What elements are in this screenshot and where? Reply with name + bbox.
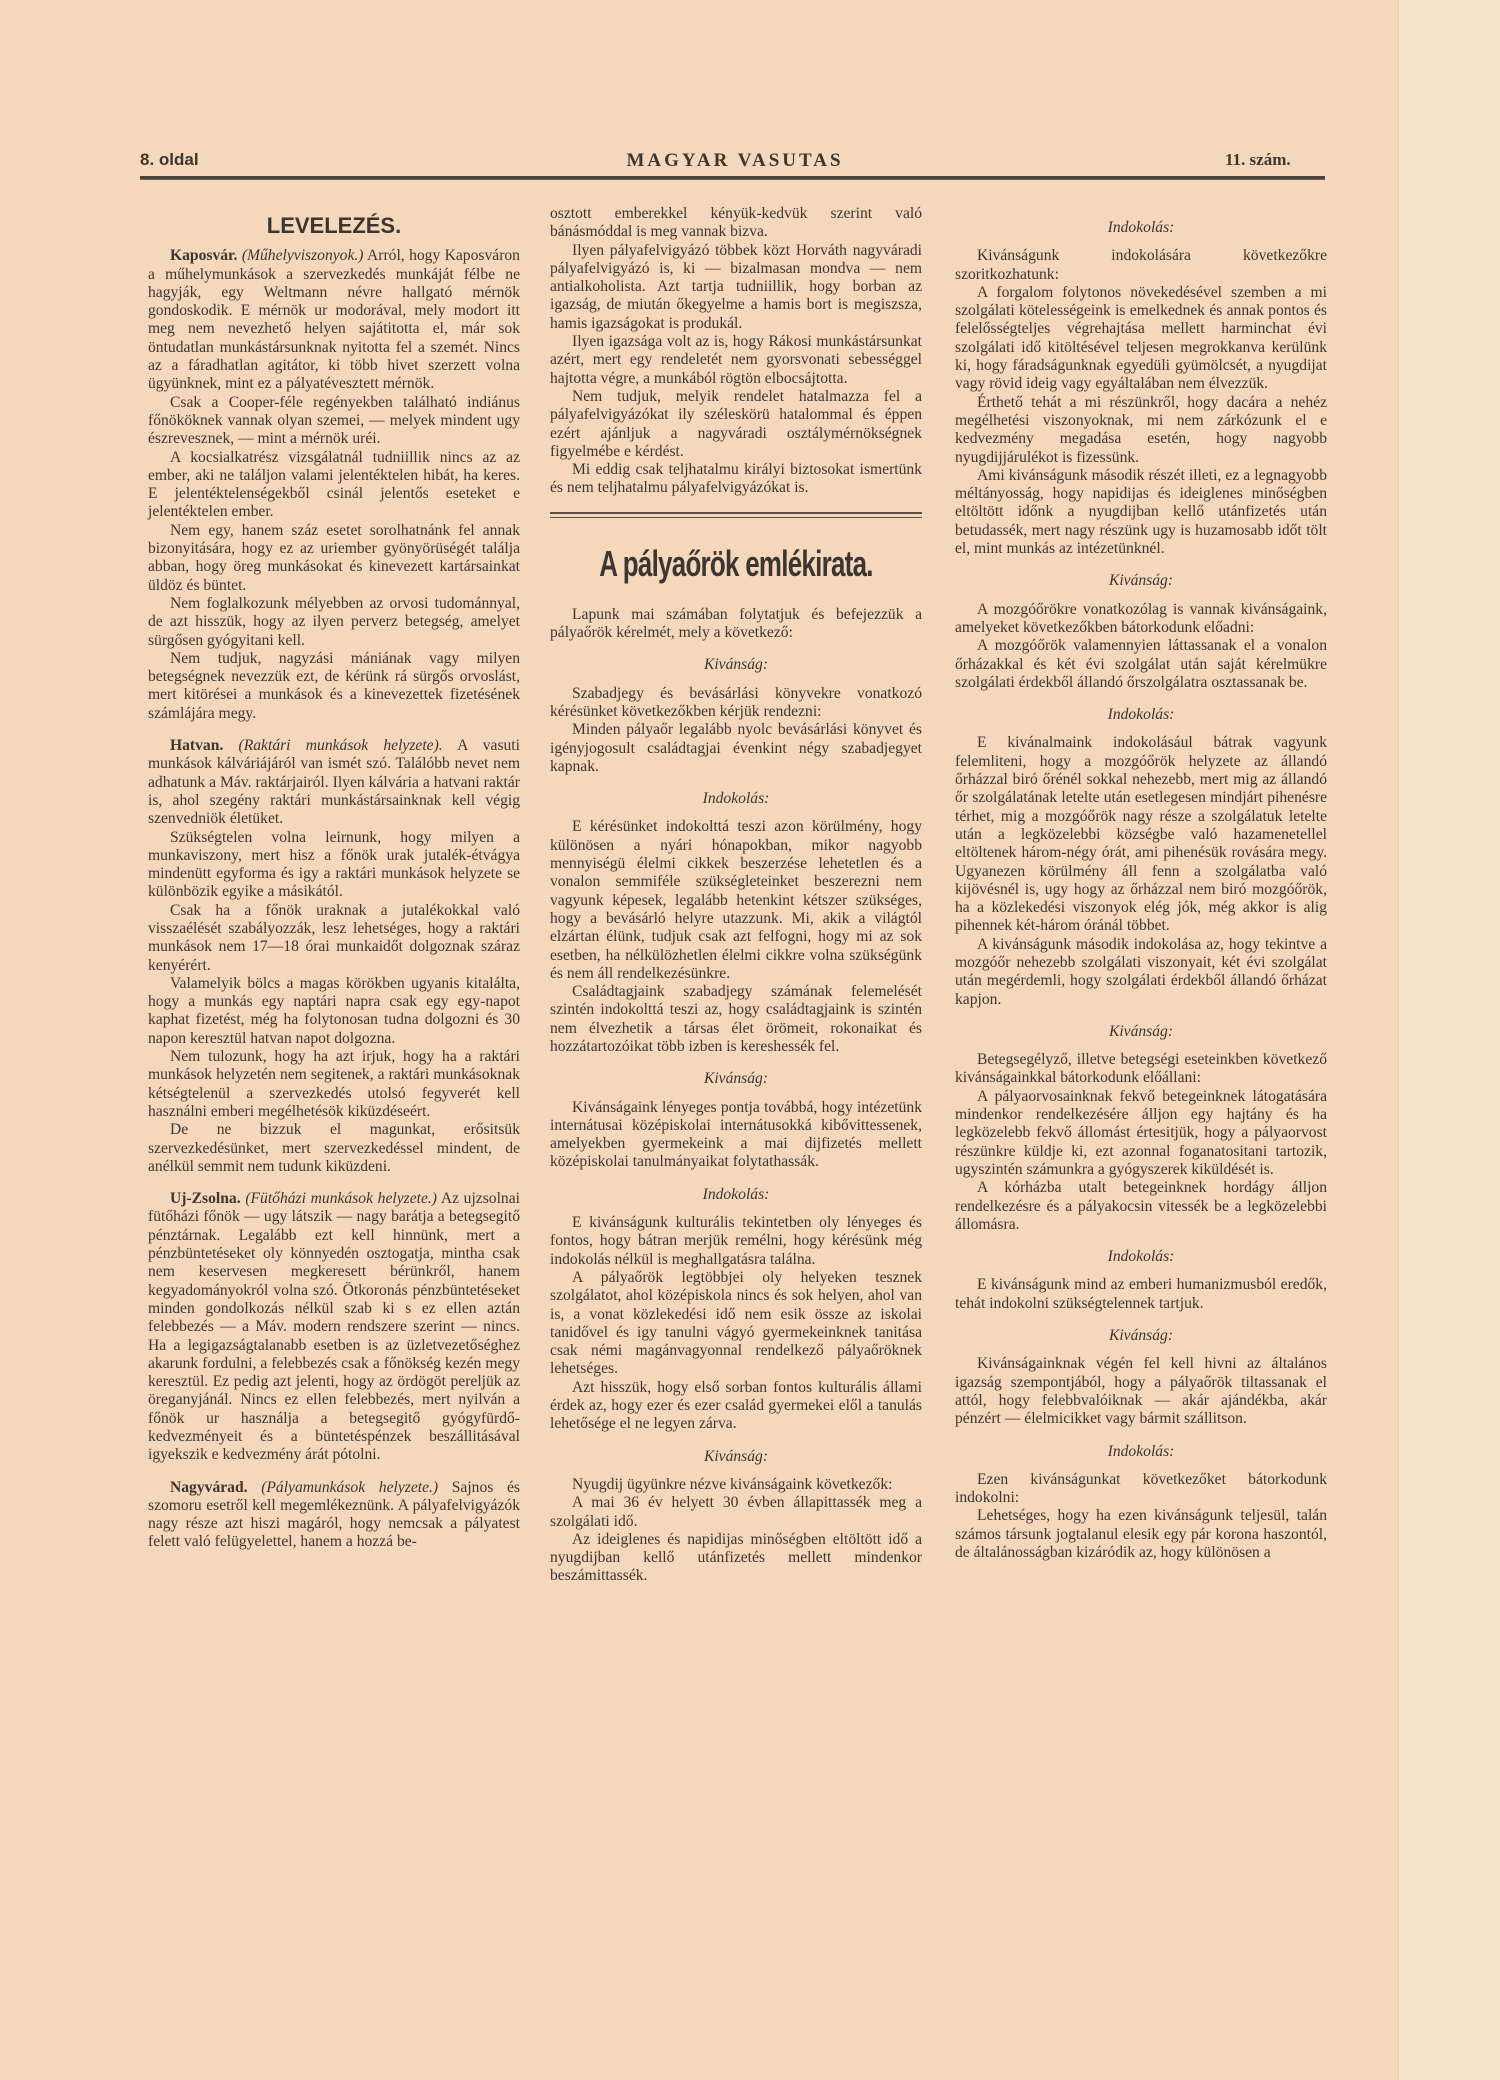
paragraph <box>955 1276 1327 1313</box>
paragraph-text: A kocsialkatrész vizsgálatnál tudniillik nincs az az ember, aki ne találjon valami jelentéktelen hibát, ha keres. E jelentéktelenségekből csinál jelentős eseteket e jelentéktelen ember. <box>148 448 520 521</box>
page-edge <box>1398 0 1500 2080</box>
paragraph-text: Betegsegélyző, illetve betegségi eseteinkben következő kivánságainkkal bátorkodunk előállani: <box>955 1051 1327 1087</box>
paragraph <box>550 1494 922 1531</box>
paragraph <box>550 1531 922 1586</box>
paragraph-text: Valamelyik bölcs a magas körökben ugyanis kitalálta, hogy a munkás egy naptári napra csak egy egy-napot kaphat fizetést, még ha folytonosan tudna dolgozni és 30 napon keresztül hatvan napot dolgozna. <box>148 974 520 1047</box>
paragraph <box>550 685 922 722</box>
subheading: Kivánság: <box>703 1070 769 1088</box>
section-heading: LEVELEZÉS. <box>266 213 402 238</box>
paragraph <box>148 449 520 522</box>
subheading: Indokolás: <box>1107 1248 1175 1266</box>
paragraph <box>148 247 520 393</box>
newspaper-title: MAGYAR VASUTAS <box>626 150 844 171</box>
paragraph <box>550 333 922 388</box>
paragraph-text: Lehetséges, hogy ha ezen kivánságunk teljesül, talán számos társunk jogtalanul elesik egy pár korona haszontól, de általánosságban kizáródik az, hogy különösen a <box>955 1507 1327 1561</box>
paragraph-text: E kivánságunk kulturális tekintetben oly lényeges és fontos, hogy bátran merjük remélni, hogy kérésünk még indokolás nélkül is meghallgatásra találna. <box>550 1214 922 1268</box>
paragraph-text: E kivánalmaink indokolásául bátrak vagyunk felemliteni, hogy a mozgóőrök helyzete az állandó őrházzal biró őrénél sokkal nehezebb, mert mig az állandó őr szolgálatának letelte után esetlegesen mindjárt pihenésre térhet, mig a mozgóőrök nagy része a szolgálatuk letelte után a legközelebbi községbe való hazamenetellel eltöltenek három-négy órát, ami pihenésük rovására megy. Ugyanezen körülmény áll fenn a szolgálatba való kijövésnél is, ugy hogy az őrházzal nem biró mozgóőrök, ha a közlekedési viszonyok elég jók, még akkor is alig pihennek két-három óránál többet. <box>955 734 1327 935</box>
subheading: Indokolás: <box>702 1185 770 1203</box>
paragraph-text: Az ujzsolnai fütőházi főnök — ugy látszik — nagy barátja a betegsegitő pénztárnak. Legalább ezt kell hinnünk, mert a pénzbüntetéseket oly könnyedén osztogatja, mintha csak nem keservesen megkeresett bérünkről, hanem kegyadományokról volna szó. Ötkoronás pénzbüntetéseket minden gondolkozás nélkül szab ki s ez ellen aztán felebbezés — a Máv. modern rendszere szerint — nincs. Ha a legigazságtalanabb esetben is az üzletvezetőséghez akarunk fordulni, a felebbezés csak a főnökség kezén megy keresztül. Ez pedig azt jelenti, hogy az ördögöt pereljük az öreganyjánál. Nincs ez ellen felebbezés, mert nyilván a főnök ur használja a betegsegitő gyógyfürdő-kedvezményeit és a büntetéspénzek beszállitásával igyekszik e kedvezmény árát pótolni. <box>148 1190 520 1464</box>
paragraph-text: A mozgóőrök valamennyien láttassanak el a vonalon őrházakkal és két évi szolgálat után saját kérelmükre szolgálati érdekből állandó őrszolgálatra osztassanak be. <box>955 637 1327 691</box>
paragraph <box>148 1479 520 1552</box>
dateline-topic: (Műhelyviszonyok.) <box>241 247 364 265</box>
paragraph <box>550 388 922 461</box>
subheading: Kivánság: <box>1108 1022 1174 1040</box>
subheading: Kivánság: <box>703 656 769 674</box>
paragraph-text: Arról, hogy Kaposváron a műhelymunkások a szervezkedés munkáját félbe ne hagyják, egy Weltmann névre hallgató mérnök gondoskodik. E mérnök ur modorával, mely modort itt meg nem nevezhető helyen sajátitotta el, már sok öntudatlan munkástársunknak nyitotta fel a szemét. Nincs az a fáradhatlan agitátor, ki több hivet szerzett volna ügyünknek, mint ez a pályatévesztett mérnök. <box>148 247 520 393</box>
paragraph <box>955 467 1327 558</box>
paragraph <box>550 461 922 498</box>
paragraph-text: Szükségtelen volna leirnunk, hogy milyen a munkaviszony, mert hisz a főnök urak jutalék-étvágya mindenütt egyforma és igy a raktári munkások helyzete se különbözik egyike a másikától. <box>148 828 520 901</box>
paragraph-text: Érthető tehát a mi részünkről, hogy dacára a nehéz megélhetési viszonyoknak, mi nem zárkózunk el e kedvezmény megadása esetén, hogy nagyobb nyugdijjárulékot is fizessünk. <box>955 393 1327 466</box>
paragraph-text: Lapunk mai számában folytatjuk és befejezzük a pályaőrök kérelmét, mely a következő: <box>550 605 922 642</box>
paragraph-text: A mozgóőrökre vonatkozólag is vannak kivánságaink, amelyeket következőkben bátorkodunk előadni: <box>955 600 1327 636</box>
paragraph <box>550 242 922 333</box>
subheading: Kivánság: <box>1108 1327 1174 1345</box>
paragraph-text: Csak a Cooper-féle regényekben található indiánus főnököknek vannak olyan szemei, — melyek mindent ugy észrevesznek, — mint a mérnök uréi. <box>148 393 520 448</box>
dateline-place: Kaposvár. <box>170 247 238 265</box>
paragraph-text: Nyugdij ügyünkre nézve kivánságaink következők: <box>572 1475 893 1493</box>
paragraph-text: Mi eddig csak teljhatalmu királyi biztosokat ismertünk és nem teljhatalmu pályafelvigyázókat is. <box>550 461 922 497</box>
paragraph-text: Kivánságunk indokolására következőkre szoritkozhatunk: <box>955 247 1327 283</box>
article-title: A pályaőrök emlékirata. <box>599 542 873 584</box>
column-1 <box>148 205 520 1552</box>
paragraph <box>148 902 520 975</box>
paragraph-text: A forgalom folytonos növekedésével szemben a mi szolgálati kötelességeink is emelkednek és annak pontos és felelősségteljes végrehajtása mellett harminchat évi szolgálati idő kitöltésével teljesen megrokkanva kerülünk ki, hogy fáradságunknak egyedüli gyümölcsét, a nyugdijat vagy rövid ideig vagy egyáltalában nem élvezzük. <box>955 283 1327 393</box>
issue-number: 11. szám. <box>1225 150 1291 169</box>
paragraph-text: Csak ha a főnök uraknak a jutalékokkal való visszaélését szabályozzák, lesz lehetséges, hogy a raktári munkások nem 17—18 órai munkaidőt dolgoznak száraz kenyérért. <box>148 901 520 974</box>
dateline-topic: (Raktári munkások helyzete). <box>238 737 443 755</box>
paragraph-text: De ne bizzuk el magunkat, erősitsük szervezkedésünket, mert szervezkedéssel mindent, de anélkül semmit nem tudunk kiküzdeni. <box>148 1121 520 1175</box>
double-rule <box>550 512 922 518</box>
paragraph <box>550 818 922 983</box>
subheading: Kivánság: <box>1108 572 1174 590</box>
paragraph <box>550 606 922 643</box>
column-3 <box>955 205 1327 1562</box>
paragraph <box>550 1214 922 1269</box>
paragraph <box>955 1179 1327 1234</box>
paragraph <box>148 1048 520 1121</box>
subheading: Indokolás: <box>1107 1442 1175 1460</box>
paragraph <box>955 1051 1327 1088</box>
paragraph-text: A pályaőrök legtöbbjei oly helyeken tesznek szolgálatot, ahol középiskola nincs és sok helyen, ahol van is, a vonat közlekedési idő nem esik össze az iskolai tanidővel és igy tanulni vágyó gyermekeinknek tanitása csak némi magánvagyonnal rendelkező pályaőröknek lehetséges. <box>550 1268 922 1378</box>
paragraph-text: Ami kivánságunk második részét illeti, ez a legnagyobb méltányosság, hogy napidijas és ideiglenes minőségben eltöltött időnk a nyugdijban kellő utánfizetés után betudassék, mert nagy részünk ugy is huzamosabb időt tölt el, mint munkás az intézetünknél. <box>955 466 1327 558</box>
paragraph-text: Kivánságainknak végén fel kell hivni az általános igazság szempontjából, hogy a pályaőrök tiltassanak el attól, hogy felebbvalóiknak — akár ajándékba, akár pénzért — élelmicikket vagy bármit szállitson. <box>955 1355 1327 1428</box>
paragraph <box>955 1355 1327 1428</box>
paragraph-text: A pályaorvosainknak fekvő betegeinknek látogatására mindenkor rendelkezésére álljon egy hajtány és ha legközelebb fekvő állomást értesitjük, hogy a pályaorvost részünkre küldje ki, ezt azonnal foganatositani tartozik, ugyszintén számunkra a gyógyszerek kiküldését is. <box>955 1087 1327 1178</box>
dateline-place: Uj-Zsolna. <box>170 1190 241 1208</box>
paragraph-text: Sajnos és szomoru esetről kell megemlékeznünk. A pályafelvigyázók nagy része azt hiszi magáról, hogy nemcsak a pályatest felett való felügyelettel, hanem a hozzá be- <box>148 1478 520 1551</box>
paragraph <box>955 601 1327 638</box>
paragraph-text: A mai 36 év helyett 30 évben állapittassék meg a szolgálati idő. <box>550 1494 922 1530</box>
paragraph <box>148 522 520 595</box>
subheading: Kivánság: <box>703 1447 769 1465</box>
header-rule <box>140 176 1325 180</box>
paragraph <box>955 936 1327 1009</box>
paragraph-text: Nem tulozunk, hogy ha azt irjuk, hogy ha a raktári munkások helyzetén nem segitenek, a raktári munkásoknak kétségtelenül a szervezkedés utolsó fegyverét kell használni emberi megélhetésök kiküzdéseért. <box>148 1048 520 1120</box>
paragraph-text: Ilyen pályafelvigyázó többek közt Horváth nagyváradi pályafelvigyázó is, ki — bizalmasan mondva — nem antialkoholista. Azt tartja tudniillik, hogy borban az igazság, de miután őkegyelme a hamis bort is megiszsza, hamis igazságokat is produkál. <box>550 241 922 332</box>
paragraph <box>148 595 520 650</box>
paragraph <box>955 734 1327 935</box>
paragraph <box>148 829 520 902</box>
paragraph-text: osztott emberekkel kényük-kedvük szerint való bánásmóddal is meg vannak bizva. <box>550 205 922 241</box>
column-2 <box>550 205 922 1586</box>
paragraph-text: A vasuti munkások kálváriájáról van ismét szó. Találóbb nevet nem adhatunk a Máv. raktárjairól. Ilyen kálvária a hatvani raktár is, ahol szegény raktári munkástársainknak kell végig szenvedniök életüket. <box>148 737 520 828</box>
paragraph-text: Nem tudjuk, melyik rendelet hatalmazza fel a pályafelvigyázókat ily széleskörü hatalommal és éppen ezért ajánljuk a nagyváradi osztálymérnökségnek figyelmébe e kérdést. <box>550 387 922 460</box>
paragraph <box>550 1269 922 1379</box>
paragraph <box>148 1190 520 1464</box>
subheading: Indokolás: <box>702 790 770 808</box>
paragraph <box>955 637 1327 692</box>
paragraph-text: Szabadjegy és bevásárlási könyvekre vonatkozó kérésünket következőkben kérjük rendezni: <box>550 684 922 720</box>
paragraph-text: Ilyen igazsága volt az is, hogy Rákosi munkástársunkat azért, mert egy rendeletét nem gyorsvonati sebességgel hajtotta végre, a munkából rögtön elbocsájtotta. <box>550 333 922 387</box>
paragraph <box>550 1099 922 1172</box>
subheading: Indokolás: <box>1107 219 1175 236</box>
paragraph-text: Kivánságaink lényeges pontja továbbá, hogy intézetünk internátusai középiskolai internátusokká kibővittessenek, amelyekben gyermekeink a mai dijfizetés mellett középiskolai tanulmányaikat folytathassák. <box>550 1098 922 1171</box>
paragraph <box>955 1088 1327 1179</box>
paragraph-text: Nem egy, hanem száz esetet sorolhatnánk fel annak bizonyitására, hogy ez az uriember gyönyörüségét találja abban, hogy öreg munkásokat és kinevezett kartársainkat üldöz és büntet. <box>148 521 520 594</box>
paragraph-text: A kórházba utalt betegeinknek hordágy álljon rendelkezésre és a pályakocsin vitessék be a legközelebbi állomásra. <box>955 1179 1327 1233</box>
paragraph-text: Családtagjaink szabadjegy számának felemelését szintén indokolttá teszi az, hogy családtagjaink is szintén nem élvezhetik a társas élet örömeit, rokonaikat és hozzátartozóikat több izben is kereshessék fel. <box>550 983 922 1055</box>
paragraph <box>550 721 922 776</box>
subheading: Indokolás: <box>1107 706 1175 724</box>
paragraph <box>955 247 1327 284</box>
paragraph <box>148 975 520 1048</box>
paragraph-text: E kivánságunk mind az emberi humanizmusból eredők, tehát indokolni szükségtelennek tartjuk. <box>955 1276 1327 1312</box>
dateline-place: Nagyvárad. <box>170 1478 248 1496</box>
paragraph <box>955 284 1327 394</box>
dateline-topic: (Pályamunkások helyzete.) <box>261 1478 439 1496</box>
paragraph-text: Nem foglalkozunk mélyebben az orvosi tudománnyal, de azt hisszük, hogy az ilyen perverz betegség, amelyet sürgősen gyógyitani kell. <box>148 594 520 649</box>
paragraph <box>148 394 520 449</box>
paragraph-text: Minden pályaőr legalább nyolc bevásárlási könyvet és igényjogosult családtagjai évenkint négy szabadjegyet kapnak. <box>550 721 922 775</box>
dateline-place: Hatvan. <box>170 737 224 755</box>
paragraph-text: Az ideiglenes és napidijas minőségben eltöltött idő a nyugdijban kellő utánfizetés mellett mindenkor beszámittassék. <box>550 1530 922 1585</box>
paragraph <box>550 1476 922 1494</box>
paragraph <box>148 1121 520 1176</box>
paragraph <box>550 983 922 1056</box>
page-number: 8. oldal <box>140 150 199 169</box>
paragraph-text: E kérésünket indokolttá teszi azon körülmény, hogy különösen a nyári hónapokban, mikor nagyobb mennyiségü élelmi cikkek beszerzése lehetetlen és a vonalon semmiféle szükségleteinket beszerezni nem vagyunk képesek, legalább hetenkint kétszer szükséges, hogy a bevásárló helyre utazzunk. Mi, akik a világtól elzártan élünk, tudjuk csak azt felfogni, hogy mi az sok esetben, ha nélkülözhetlen élelmi cikkre volna szükségünk és nem áll rendelkezésünkre. <box>550 818 922 982</box>
paragraph <box>955 1507 1327 1562</box>
paragraph-text: A kivánságunk második indokolása az, hogy tekintve a mozgóőr nehezebb szolgálati viszonyait, két évi szolgálat után megérdemli, hogy szolgálati érdekből állandó őrházat kapjon. <box>955 935 1327 1008</box>
paragraph <box>148 650 520 723</box>
paragraph <box>550 205 922 242</box>
paragraph-text: Nem tudjuk, nagyzási mániának vagy milyen betegségnek nevezzük ezt, de kérünk rá sürgős orvoslást, mert kitörései a munkások és a kinevezettek fizetésének számlájára megy. <box>148 649 520 722</box>
paragraph <box>550 1379 922 1434</box>
paragraph <box>955 1471 1327 1508</box>
paragraph-text: Ezen kivánságunkat következőket bátorkodunk indokolni: <box>955 1470 1327 1507</box>
paragraph <box>148 737 520 828</box>
dateline-topic: (Fütőházi munkások helyzete.) <box>245 1190 437 1208</box>
paragraph <box>955 394 1327 467</box>
paragraph-text: Azt hisszük, hogy első sorban fontos kulturális állami érdek az, hogy ezer és ezer család gyermekei elől a tanulás lehetősége el ne legyen zárva. <box>550 1378 922 1433</box>
